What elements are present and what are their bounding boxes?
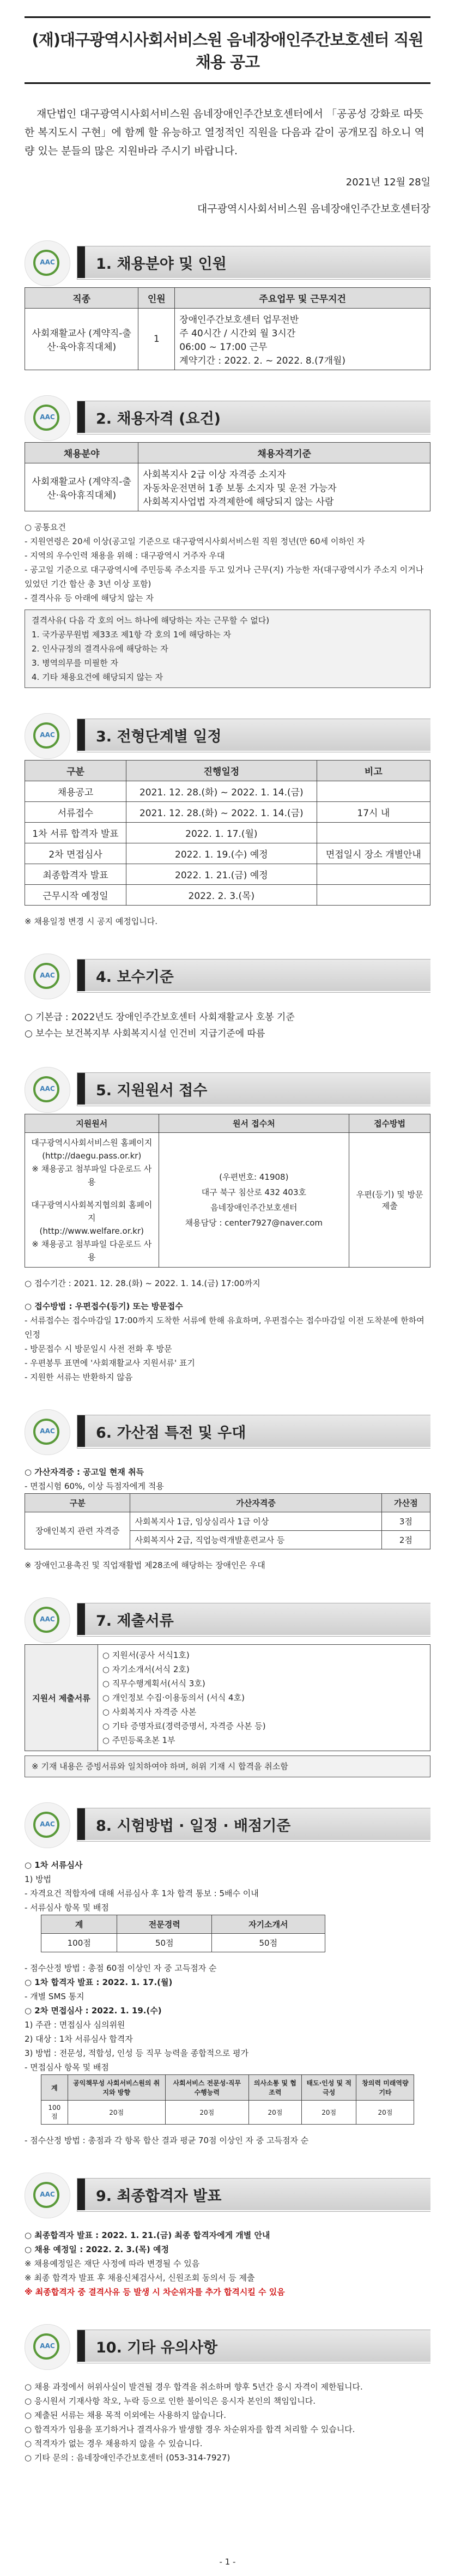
col-header: 접수방법 — [349, 1114, 430, 1133]
job-cell: 사회재활교사 (계약직-출산·육아휴직대체) — [25, 309, 138, 370]
col-header: 가산자격증 — [130, 1494, 381, 1512]
info-line: (우편번호: 41908) — [219, 1172, 289, 1182]
bonus-note: ※ 장애인고용촉진 및 직업재활법 제28조에 해당하는 장애인은 우대 — [25, 1560, 265, 1570]
info-line: ○ 기본급 : 2022년도 장애인주간보호센터 사회재활교사 호봉 기준 — [25, 1012, 295, 1023]
info-line: - 면접시험 60%, 이상 득점자에게 적용 — [25, 1481, 164, 1491]
cell — [317, 823, 430, 843]
list-item: ○ 개인정보 수집·이용동의서 (서식 4호) — [102, 1693, 245, 1703]
logo-icon: AAC — [25, 1597, 70, 1643]
box-line: 4. 기타 채용요건에 해당되지 않는 자 — [32, 672, 163, 682]
col-header: 계 — [41, 1915, 117, 1934]
documents-note: ※ 기재 내용은 증빙서류와 일치하여야 하며, 허위 기재 시 합격을 취소함 — [25, 1755, 430, 1777]
col-header: 구분 — [25, 761, 126, 781]
positions-table — [25, 287, 430, 370]
section-title: 3. 전형단계별 일정 — [77, 719, 430, 751]
info-line: ○ 1차 합격자 발표 : 2022. 1. 17.(월) — [25, 1977, 173, 1987]
req-item: 사회복지사 2급 이상 자격증 소지자 — [143, 469, 286, 480]
col-header: 구분 — [25, 1494, 130, 1512]
info-line: 음네장애인주간보호센터 — [210, 1203, 298, 1212]
cell — [317, 781, 430, 802]
cell: 2022. 1. 19.(수) 예정 — [126, 843, 317, 864]
score-method: - 점수산정 방법 : 총점과 각 항목 합산 결과 평균 70점 이상인 자 중 고득점자 순 — [25, 2135, 309, 2145]
info-line: 대구광역시사회복지협의회 홈페이지 — [31, 1200, 153, 1223]
schedule-table — [25, 760, 430, 906]
cell: 100점 — [41, 1934, 117, 1952]
info-line: 2) 대상 : 1차 서류심사 합격자 — [25, 2034, 133, 2044]
duties-cell — [175, 309, 430, 370]
section-header-2 — [25, 392, 430, 442]
email-link[interactable]: 채용담당 : center7927@naver.com — [185, 1218, 323, 1228]
duty-item: 계약기간 : 2022. 2. ~ 2022. 8.(7개월) — [179, 355, 346, 366]
interview-score-table — [41, 2074, 414, 2125]
table-row — [25, 781, 430, 802]
info-line: - 방문접수 시 방문일시 사전 전화 후 방문 — [25, 1344, 172, 1354]
section-title: 7. 제출서류 — [77, 1603, 430, 1635]
list-item: ○ 직무수행계획서(서식 3호) — [102, 1679, 205, 1688]
info-line: 대구 북구 침산로 432 403호 — [201, 1187, 306, 1197]
section-header-1 — [25, 237, 430, 287]
exam-stage2 — [25, 1961, 430, 2074]
cell: 사회복지사 2급, 직업능력개발훈련교사 등 — [130, 1531, 381, 1549]
col-header: 인원 — [138, 288, 175, 309]
application-table — [25, 1114, 430, 1268]
cell: 2점 — [381, 1531, 430, 1549]
section-header-7 — [25, 1594, 430, 1644]
section-title: 1. 채용분야 및 인원 — [77, 246, 430, 278]
cell: 20점 — [165, 2101, 248, 2125]
info-line: 1) 방법 — [25, 1874, 52, 1884]
application-period: ○ 접수기간 : 2021. 12. 28.(화) ~ 2022. 1. 14.(금) 17:00까지 — [25, 1278, 260, 1288]
logo-icon: AAC — [25, 954, 70, 999]
info-line: ※ 채용공고 첨부파일 다운로드 사용 — [32, 1164, 152, 1187]
salary-info — [25, 1009, 430, 1042]
address-cell — [159, 1133, 349, 1268]
announcement-date: 2021년 12월 28일 — [345, 177, 430, 188]
organization-name: 대구광역시사회서비스원 음네장애인주간보호센터장 — [197, 203, 430, 215]
document-score-table — [41, 1915, 325, 1952]
cell: 20점 — [68, 2101, 165, 2125]
form-source-cell — [25, 1133, 159, 1268]
info-line: - 지원한 서류는 반환하지 않음 — [25, 1372, 133, 1382]
cell: 100점 — [41, 2101, 68, 2125]
req-item: 자동차운전면허 1종 보통 소지자 및 운전 가능자 — [143, 483, 337, 494]
info-line: 대구광역시사회서비스원 홈페이지 — [31, 1138, 153, 1148]
cell: 20점 — [301, 2101, 356, 2125]
info-line: ○ 최종합격자 발표 : 2022. 1. 21.(금) 최종 합격자에게 개별 안내 — [25, 2230, 270, 2240]
req-item: 사회복지사업법 자격제한에 해당되지 않는 사람 — [143, 497, 334, 508]
col-header: 지원원서 — [25, 1114, 159, 1133]
count-cell: 1 — [138, 309, 175, 370]
section-header-5 — [25, 1064, 430, 1114]
note-line: - 지역의 우수인력 채용을 위해 : 대구광역시 거주자 우대 — [25, 551, 225, 560]
application-method — [25, 1299, 430, 1384]
col-header: 의사소통 및 협조력 — [248, 2075, 301, 2101]
col-header: 진행일정 — [126, 761, 317, 781]
common-requirements — [25, 520, 430, 605]
duty-item: 주 40시간 / 시간외 월 3시간 — [179, 328, 296, 339]
info-line: ○ 응시원서 기재사항 착오, 누락 등으로 인한 불이익은 응시자 본인의 책임입니다. — [25, 2396, 316, 2406]
table-row — [25, 802, 430, 823]
documents-table — [25, 1644, 430, 1751]
bonus-table — [25, 1493, 430, 1549]
logo-icon: AAC — [25, 395, 70, 441]
cell: 사회복지사 1급, 임상심리사 1급 이상 — [130, 1512, 381, 1531]
cell: 50점 — [117, 1934, 212, 1952]
section-title: 4. 보수기준 — [77, 960, 430, 991]
col-header: 직종 — [25, 288, 138, 309]
cell — [317, 864, 430, 885]
info-line: ○ 채용 예정일 : 2022. 2. 3.(목) 예정 — [25, 2245, 169, 2254]
col-header: 자기소개서 — [212, 1915, 325, 1934]
info-line: ○ 가산자격증 : 공고일 현재 취득 — [25, 1467, 144, 1477]
info-line: ○ 제출된 서류는 채용 목적 이외에는 사용하지 않습니다. — [25, 2410, 227, 2420]
bonus-info — [25, 1465, 430, 1493]
col-header: 원서 접수처 — [159, 1114, 349, 1133]
table-row — [25, 843, 430, 864]
table-row — [25, 885, 430, 906]
logo-icon: AAC — [25, 1409, 70, 1455]
info-line: - 서류접수는 접수마감일 17:00까지 도착한 서류에 한해 유효하며, 우편접수는 접수마감일 이전 도착분에 한하여 인정 — [25, 1316, 424, 1340]
misc-notes — [25, 2380, 430, 2465]
cell: 2022. 1. 17.(월) — [126, 823, 317, 843]
cell: 근무시작 예정일 — [25, 885, 126, 906]
cell: 장애인복지 관련 자격증 — [25, 1512, 130, 1549]
box-line: 3. 병역의무를 미필한 자 — [32, 658, 119, 668]
list-item: ○ 지원서(공사 서식1호) — [102, 1650, 190, 1660]
col-header: 비고 — [317, 761, 430, 781]
list-item: ○ 기타 증명자료(경력증명서, 자격증 사본 등) — [102, 1721, 266, 1731]
info-line: ※ 최종 합격자 발표 후 채용신체검사서, 신원조회 동의서 등 제출 — [25, 2273, 255, 2283]
info-line: - 서류심사 항목 및 배점 — [25, 1903, 109, 1913]
info-line: ○ 1차 서류심사 — [25, 1860, 83, 1870]
intro-paragraph: 재단법인 대구광역시사회서비스원 음네장애인주간보호센터에서 「공공성 강화로 따뜻한 복지도시 구현」에 함께 할 유능하고 열정적인 직원을 다음과 같이 공개모집 하오니 역량 있는 분들의 많은 지원바라 주시기 바랍니다. — [25, 108, 424, 157]
info-line: ○ 접수방법 : 우편접수(등기) 또는 방문접수 — [25, 1301, 183, 1311]
section-header-9 — [25, 2169, 430, 2219]
info-line: - 면접심사 항목 및 배점 — [25, 2062, 109, 2072]
cell: 20점 — [356, 2101, 414, 2125]
table-row — [25, 864, 430, 885]
info-line: - 자격요건 적합자에 대해 서류심사 후 1차 합격 통보 : 5배수 이내 — [25, 1889, 259, 1898]
info-line: ○ 2차 면접심사 : 2022. 1. 19.(수) — [25, 2006, 162, 2016]
cell: 2021. 12. 28.(화) ~ 2022. 1. 14.(금) — [126, 802, 317, 823]
reqs-cell — [138, 463, 430, 511]
list-item: ○ 사회복지사 자격증 사본 — [102, 1707, 197, 1717]
spacer — [29, 1189, 154, 1198]
list-item: ○ 주민등록초본 1부 — [102, 1735, 175, 1745]
section-header-6 — [25, 1406, 430, 1456]
cell: 20점 — [248, 2101, 301, 2125]
exam-stage1 — [25, 1858, 430, 1915]
row-header: 지원서 제출서류 — [25, 1645, 98, 1751]
job-cell: 사회재활교사 (계약직-출산·육아휴직대체) — [25, 463, 138, 511]
section-title: 2. 채용자격 (요건) — [77, 401, 430, 433]
duty-item: 06:00 ~ 17:00 근무 — [179, 342, 268, 353]
info-line: ○ 합격자가 임용을 포기하거나 결격사유가 발생할 경우 차순위자를 합격 처리할 수 있습니다. — [25, 2424, 355, 2434]
section-title: 9. 최종합격자 발표 — [77, 2179, 430, 2210]
logo-icon: AAC — [25, 1067, 70, 1113]
cell: 2022. 2. 3.(목) — [126, 885, 317, 906]
logo-icon: AAC — [25, 2324, 70, 2370]
section-title: 5. 지원원서 접수 — [77, 1073, 430, 1105]
cell: 17시 내 — [317, 802, 430, 823]
note-line: - 결격사유 등 아래에 해당치 않는 자 — [25, 593, 154, 603]
col-header: 주요업무 및 근무지건 — [175, 288, 430, 309]
cell: 2022. 1. 21.(금) 예정 — [126, 864, 317, 885]
requirements-table — [25, 442, 430, 511]
box-line: 1. 국가공무원법 제33조 제1항 각 호의 1에 해당하는 자 — [32, 630, 231, 640]
disqualification-box — [25, 610, 430, 688]
section-title: 10. 기타 유의사항 — [77, 2330, 430, 2362]
col-header: 채용분야 — [25, 443, 138, 463]
col-header: 사회서비스 전문성·직무 수행능력 — [165, 2075, 248, 2101]
cell: 1차 서류 합격자 발표 — [25, 823, 126, 843]
cell: 2차 면접심사 — [25, 843, 126, 864]
cell: 최종합격자 발표 — [25, 864, 126, 885]
col-header: 채용자격기준 — [138, 443, 430, 463]
cell: 2021. 12. 28.(화) ~ 2022. 1. 14.(금) — [126, 781, 317, 802]
info-line: ※ 최종합격자 중 결격사유 등 발생 시 차순위자를 추가 합격시킬 수 있음 — [25, 2287, 285, 2297]
documents-list — [98, 1645, 430, 1751]
section-title: 6. 가산점 특전 및 우대 — [77, 1415, 430, 1447]
info-line: - 개별 SMS 통지 — [25, 1992, 84, 2001]
section-header-10 — [25, 2321, 430, 2371]
col-header: 태도·인성 및 적극성 — [301, 2075, 356, 2101]
section-header-8 — [25, 1799, 430, 1849]
note-line: - 지원연령은 20세 이상(공고일 기준으로 대구광역시사회서비스원 직원 정년(만 60세 이하인 자 — [25, 536, 365, 546]
col-header: 가산점 — [381, 1494, 430, 1512]
col-header: 창의력 미래역량 기타 — [356, 2075, 414, 2101]
info-line: - 점수산정 방법 : 총점 60점 이상인 자 중 고득점자 순 — [25, 1963, 217, 1973]
cell: 서류접수 — [25, 802, 126, 823]
note-line: - 공고일 기준으로 대구광역시에 주민등록 주소지를 두고 있거나 근무(지) 가능한 자(대구광역시가 주소지 이거나 있었던 기간 합산 총 3년 이상 포함) — [25, 565, 424, 589]
col-header: 계 — [41, 2075, 68, 2101]
section-header-4 — [25, 950, 430, 1000]
info-line: ○ 보수는 보건복지부 사회복지시설 인건비 지급기준에 따름 — [25, 1028, 265, 1039]
logo-icon: AAC — [25, 2173, 70, 2218]
box-line: 2. 인사규정의 결격사유에 해당하는 자 — [32, 644, 168, 654]
section-title: 8. 시험방법 · 일정 · 배점기준 — [77, 1808, 430, 1840]
info-line: ※ 채용공고 첨부파일 다운로드 사용 — [32, 1239, 152, 1262]
page-title: (재)대구광역시사회서비스원 음네장애인주간보호센터 직원 채용 공고 — [25, 16, 430, 84]
cell: 면접일시 장소 개별안내 — [317, 843, 430, 864]
info-line: 3) 방법 : 전문성, 적합성, 인성 등 직무 능력을 종합적으로 평가 — [25, 2048, 248, 2058]
schedule-note: ※ 채용일정 변경 시 공지 예정입니다. — [25, 916, 158, 926]
logo-icon: AAC — [25, 713, 70, 759]
website-link[interactable]: (http://daegu.pass.or.kr) — [42, 1151, 142, 1161]
method-cell: 우편(등기) 및 방문제출 — [349, 1133, 430, 1268]
list-item: ○ 자기소개서(서식 2호) — [102, 1664, 190, 1674]
note-line: ○ 공통요건 — [25, 522, 66, 532]
cell — [317, 885, 430, 906]
info-line: ※ 채용예정일은 재단 사정에 따라 변경될 수 있음 — [25, 2259, 200, 2269]
table-row — [25, 823, 430, 843]
info-line: ○ 적격자가 없는 경우 채용하지 않을 수 있습니다. — [25, 2439, 203, 2448]
info-line: 1) 주관 : 면접심사 심의위원 — [25, 2020, 125, 2030]
page-number: - 1 - — [219, 2557, 236, 2567]
col-header: 공익책무성 사회서비스원의 취지와 방향 — [68, 2075, 165, 2101]
box-line: 결격사유( 다음 각 호의 어느 하나에 해당하는 자는 근무할 수 없다) — [32, 616, 270, 625]
cell: 50점 — [212, 1934, 325, 1952]
website-link[interactable]: (http://www.welfare.or.kr) — [39, 1226, 144, 1236]
logo-icon: AAC — [25, 1802, 70, 1848]
info-line: ○ 기타 문의 : 음네장애인주간보호센터 (053-314-7927) — [25, 2453, 230, 2463]
info-line: ○ 채용 과정에서 허위사실이 발견될 경우 합격을 취소하며 향후 5년간 응시 자격이 제한됩니다. — [25, 2382, 363, 2392]
duty-item: 장애인주간보호센터 업무전반 — [179, 315, 299, 325]
section-header-3 — [25, 710, 430, 760]
final-announcement — [25, 2228, 430, 2299]
cell: 3점 — [381, 1512, 430, 1531]
col-header: 전문경력 — [117, 1915, 212, 1934]
cell: 채용공고 — [25, 781, 126, 802]
info-line: - 우편봉투 표면에 '사회재활교사 지원서류' 표기 — [25, 1358, 195, 1368]
logo-icon: AAC — [25, 240, 70, 286]
